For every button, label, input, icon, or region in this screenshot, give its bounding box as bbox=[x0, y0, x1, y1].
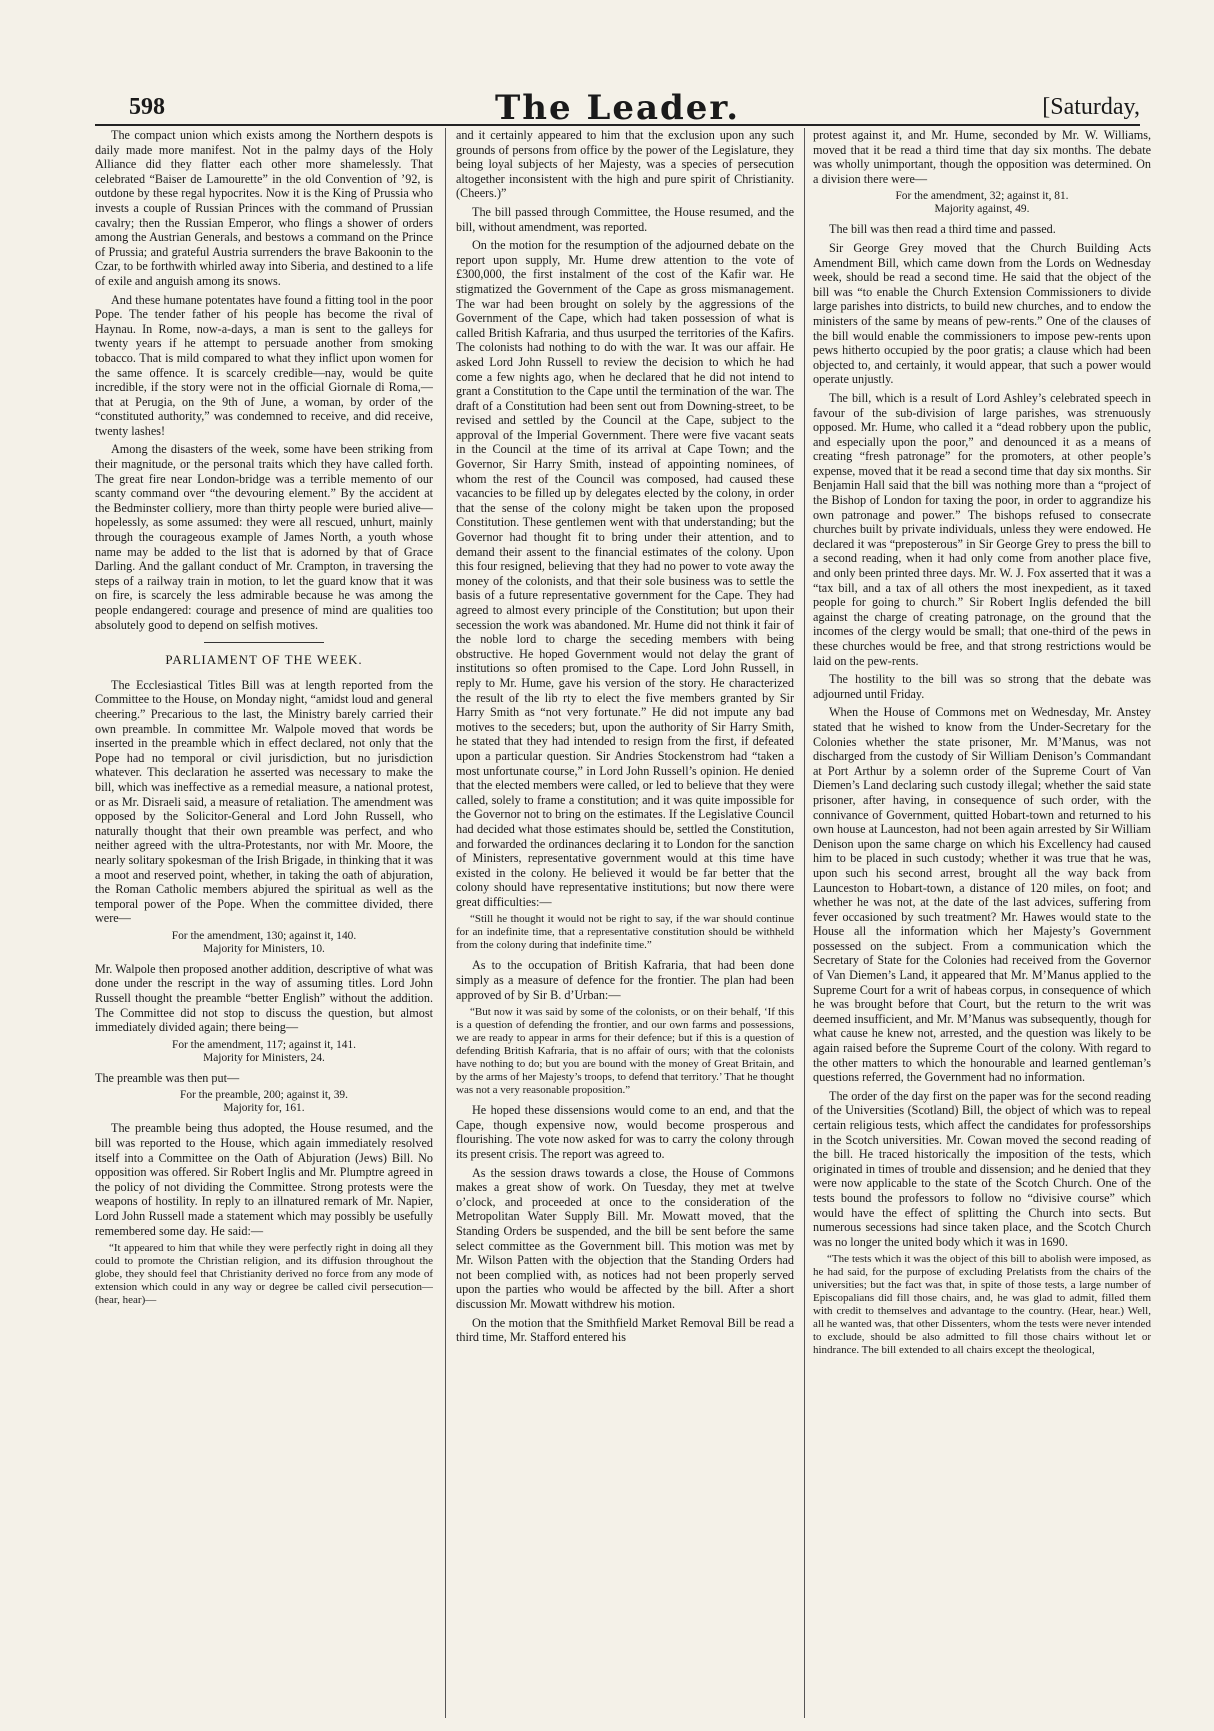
division-majority: Majority against, 49. bbox=[934, 203, 1030, 216]
quotation bbox=[813, 1253, 1151, 1357]
column-1 bbox=[95, 128, 433, 1718]
page-number: 598 bbox=[129, 94, 165, 120]
paragraph: The hostility to the bill was so strong that the debate was adjourned until Friday. bbox=[813, 672, 1151, 701]
quotation bbox=[95, 1242, 433, 1307]
paragraph: The bill passed through Committee, the House resumed, and the bill, without amendment, was reported. bbox=[456, 204, 794, 234]
paragraph: The bill, which is a result of Lord Ashley’s celebrated speech in favour of the sub-division of large parishes, was strenuously opposed. Mr. Hume, who called it a “dead robbery upon the public, and especially upon the poor,” and denounced it as a means of creating “fresh patronage” for the promoters, at other people’s expense, moved that it be read a second time that day six months. Sir Benjamin Hall said that the bill was nothing more than a “project of the Bishop of London for taxing the poor, in order to aggrandize his own patronage and power.” The bishops refused to consecrate churches built by private individuals, unless they were endowed. He declared it was “preposterous” in Sir George Grey to press the bill to a second reading, when it had only come from another place five, and only been printed three days. Mr. W. J. Fox asserted that it was a “tax bill, and a tax of all others the most inexpedient, as it taxed people for going to church.” Sir Robert Inglis defended the bill against the charge of creating patronage, on the ground that the incomes of the clergy would be small; that one-third of the pews in these churches would be free, and that strong restrictions would be laid on the pew-rents. bbox=[813, 390, 1151, 668]
section-heading-text: PARLIAMENT OF THE WEEK. bbox=[165, 652, 363, 668]
quotation-text: “The tests which it was the object of this bill to abolish were imposed, as he had said, for the purpose of excluding Prelatists from the chairs of the universities; but the fact was that, in spite of those tests, a large number of Episcopalians did fill those chairs, and, he was glad to admit, filled them with credit to themselves and advantage to the country. (Hear, hear.) Well, all he wanted was, that other Dissenters, whom the tests were never intended to exclude, should be also admitted to fill those chairs without let or hindrance. The bill extended to all chairs except the theological, bbox=[813, 1253, 1151, 1357]
paragraph: The compact union which exists among the Northern despots is daily made more manifest. Not in the palmy days of the Holy Alliance did they flatter each other more shamelessly. That celebrated “Baiser de Lamourette” in the old Convention of ’92, is outdone by these regal hypocrites. Now it is the King of Prussia who invests a couple of Russian Princes with the command of Prussian cavalry; then the Russian Emperor, who flings a shower of orders among the Austrian Generals, and bestows a command on the Prince of Prussia; and grateful Austria surrenders the brave Bakoonin to the Czar, to be forthwith whirled away into Siberia, and destined to a life of exile and anguish among its snows. bbox=[95, 128, 433, 288]
paragraph: He hoped these dissensions would come to an end, and that the Cape, though expensive now, would become prosperous and flourishing. The vote now asked for was to carry the colony through its present crisis. The report was agreed to. bbox=[456, 1103, 794, 1162]
paragraph: On the motion for the resumption of the adjourned debate on the report upon supply, Mr. Hume drew attention to the vote of £300,000, the first instalment of the cost of the Kafir war. He stigmatized the Government of the Cape as gross mismanagement. The war had been brought on solely by the aggressions of the Government of the Cape, which had taken possession of what is called British Kafraria, and thus usurped the territories of the Kafirs. The colonists had nothing to do with the war. It was our affair. He asked Lord John Russell to review the decision to which he had come a few nights ago, when he declared that he did not intend to grant a Constitution to the Cape until the termination of the war. The draft of a Constitution had been sent out from Downing-street, to be revised and settled by the Council at the Cape, subject to the approval of the Imperial Government. There were five vacant seats in the Council at the time of its arrival at Cape Town; and the Governor, Sir Harry Smith, instead of appointing nominees, of whom the rest of the Council was composed, had caused these vacancies to be filled up by delegates elected by the colony, in order that the sense of the colony might be taken upon the proposed Constitution. These gentlemen went with that understanding; but the Governor had thought fit to bring under their attention, and to demand their assent to the financial estimates of the colony. Upon this four resigned, believing that they had no power to vote away the money of the colonists, and that their sole business was to settle the basis of a future representative government for the Cape. They had agreed to almost every principle of the Constitution; but upon their secession the work was abandoned. Mr. Hume did not think it fair of the noble lord to charge the seceding members with being obstructive. He hoped Government would not delay the grant of institutions so often promised to the Cape. Lord John Russell, in reply to Mr. Hume, gave his version of the story. He characterized the result of the lib rty to elect the five members granted by Sir Harry Smith as “not very fortunate.” He did not impute any bad motives to the seceders; but, upon the authority of Sir Harry Smith, he stated that they had intended to resign from the first, if defeated upon a particular question. Sir Andries Stockenstrom had “taken a most unfortunate course,” in Lord John Russell’s opinion. He denied that the elected members were called, or led to believe that they were called, solely to frame a constitution; and it was quite impossible for the Governor not to bring on the estimates. If the Legislative Council had decided what those estimates should be, settled the Constitution, and forwarded the ordinances declaring it to London for the sanction of Ministers, representative government would at this time have existed in the colony. He believed it would be far better that the colony should have representative institutions; but now there were great difficulties:— bbox=[456, 238, 794, 909]
quotation-text: “Still he thought it would not be right to say, if the war should continue for an indefinite time, that a representative constitution should be withheld from the colony during that indefinite time.” bbox=[456, 913, 794, 952]
quotation bbox=[456, 1006, 794, 1097]
paragraph: Mr. Walpole then proposed another addition, descriptive of what was done under the rescript in the way of assuming titles. Lord John Russell thought the preamble “better English” without the addition. The Committee did not stop to discuss the question, but almost immediately divided again; there being— bbox=[95, 961, 433, 1035]
quotation-text: “It appeared to him that while they were perfectly right in doing all they could to promote the Christian religion, and its diffusion throughout the globe, they should feel that Christianity derived no force from any mode of extension which could in any way or degree be called civil persecution—(hear, hear)— bbox=[95, 1242, 433, 1307]
paragraph: Sir George Grey moved that the Church Building Acts Amendment Bill, which came down from the Lords on Wednesday week, should be read a second time. He said that the object of the bill was “to enable the Church Extension Commissioners to divide large parishes into districts, to build new churches, and to endow the ministers of the same by means of pew-rents.” One of the clauses of the bill would enable the commissioners to impose pew-rents upon pews hitherto occupied by the poor gratis; a clause which had been objected to, and certainly, it would appear, that such a power would operate unjustly. bbox=[813, 240, 1151, 387]
column-3 bbox=[813, 128, 1151, 1718]
paragraph: As to the occupation of British Kafraria, that had been done simply as a measure of defence for the frontier. The plan had been approved of by Sir B. d’Urban:— bbox=[456, 958, 794, 1002]
division-result bbox=[813, 190, 1151, 216]
division-majority: Majority for Ministers, 24. bbox=[203, 1051, 325, 1064]
paragraph: As the session draws towards a close, the House of Commons makes a great show of work. On Tuesday, they met at twelve o’clock, and proceeded at once to the consideration of the Metropolitan Water Supply Bill. Mr. Mowatt moved, that the Standing Orders be suspended, and the bill be sent before the same select committee as the Government bill. This motion was met by Mr. Wilson Patten with the objection that the Standing Orders had not been complied with, as notices had not been properly served upon the parties who would be affected by the bill. After a short discussion Mr. Mowatt withdrew his motion. bbox=[456, 1165, 794, 1311]
column-divider bbox=[804, 128, 805, 1718]
heading-rule bbox=[204, 642, 324, 643]
division-result bbox=[95, 1089, 433, 1115]
newspaper-title: The Leader. bbox=[494, 88, 741, 128]
division-line: For the amendment, 130; against it, 140. bbox=[171, 929, 357, 942]
masthead-rule bbox=[95, 124, 1140, 126]
paragraph: The Ecclesiastical Titles Bill was at length reported from the Committee to the House, on Monday night, “amidst loud and general cheering.” Precarious to the last, the Ministry barely carried their own preamble. In committee Mr. Walpole moved that words be inserted in the preamble which in effect declared, not only that the Pope had no temporal or civil jurisdiction, but no jurisdiction whatever. This declaration he asserted was necessary to make the bill, which was ineffective as a remedial measure, a national protest, or as Mr. Disraeli said, a measure of retaliation. The amendment was opposed by the Solicitor-General and Lord John Russell, who naturally thought that their own preamble was perfect, and who neither agreed with the ultra-Protestants, nor with Mr. Moore, the nearly solitary spokesman of the Irish Brigade, in thinking that it was a moot and reserved point, whether, in taking the oath of abjuration, the Roman Catholic members abjured the spiritual as well as the temporal power of the Pope. When the committee divided, there were— bbox=[95, 677, 433, 926]
division-majority: Majority for, 161. bbox=[223, 1102, 305, 1115]
quotation-text: “But now it was said by some of the colonists, or on their behalf, ‘If this is a question of defending the frontier, and our own farms and possessions, we are ready to appear in arms for their defence; but if this is a question of defending British Kafraria, that is no affair of ours; with that the colonists have nothing to do; but you are bound with the money of Great Britain, and by the arms of her Majesty’s troops, to defend that territory.’ That he thought was not a very reasonable proposition.” bbox=[456, 1006, 794, 1097]
issue-day: [Saturday, bbox=[1042, 94, 1140, 120]
masthead bbox=[95, 88, 1140, 128]
section-heading bbox=[95, 642, 433, 668]
paragraph: Among the disasters of the week, some have been striking from their magnitude, or the personal traits which they have called forth. The great fire near London-bridge was a terrible memento of our scanty command over “the devouring element.” By the accident at the Bedminster colliery, more than thirty people were buried alive—hopelessly, as some assumed: they were all rescued, unhurt, mainly through the courageous example of James North, a youth whose name may be added to the list that is adorned by that of Grace Darling. And the gallant conduct of Mr. Crampton, in traversing the steps of a railway train in motion, to let the guard know that it was on fire, is scarcely the less admirable because he was among the people endangered: courage and presence of mind are qualities too absolutely good to depend on selfish motives. bbox=[95, 442, 433, 632]
paragraph: The preamble was then put— bbox=[95, 1070, 240, 1085]
paragraph: and it certainly appeared to him that the exclusion upon any such grounds of persons from office by the power of the Legislature, they being loyal subjects of her Majesty, was a species of persecution altogether inconsistent with the high and pure spirit of Christianity. (Cheers.)” bbox=[456, 128, 794, 201]
division-line: For the amendment, 117; against it, 141. bbox=[171, 1038, 356, 1051]
paragraph: And these humane potentates have found a fitting tool in the poor Pope. The tender father of his people has become the rival of Haynau. In Rome, now-a-days, a man is sent to the galleys for twenty years if he attempt to persuade another from smoking tobacco. That is mild compared to what they inflict upon women for the same offence. It is scarcely credible—nay, would be quite incredible, if the story were not in the official Giornale di Roma,—that at Perugia, on the 9th of June, a woman, by order of the “constituted authority,” was condemned to receive, and did receive, twenty lashes! bbox=[95, 292, 433, 438]
division-line: For the preamble, 200; against it, 39. bbox=[180, 1089, 348, 1102]
quotation bbox=[456, 913, 794, 952]
paragraph: When the House of Commons met on Wednesday, Mr. Anstey stated that he wished to know from the Under-Secretary for the Colonies whether the state prisoner, Mr. M’Manus, was not discharged from the custody of Sir William Denison’s Commandant at Port Arthur by a solemn order of the Supreme Court of Van Diemen’s Land declaring such custody illegal; whether the said state prisoner, after having, in consequence of such order, with the connivance of Government, quitted Hobart-town and returned to his own house at Launceston, had not been again arrested by Sir William Denison upon the same charge on which his Excellency had caused him to be placed in such custody; whether it was true that he was, upon such his second arrest, brought all the way back from Launceston to Hobart-town, a distance of 120 miles, on foot; and whether he was not, at the date of the last advices, suffering from fever occasioned by such treatment? Mr. Hawes would state to the House all the information which her Majesty’s Government possessed on the subject. From a communication which the Secretary of State for the Colonies had received from the Governor of Van Diemen’s Land, it appeared that Mr. M’Manus applied to the Supreme Court for a writ of habeas corpus, in consequence of which he was brought before that Court, but the return to the writ was deemed insufficient, and Mr. M’Manus was subsequently, though for what cause he knew not, arrested, and the question was likely to be again raised before the Supreme Court of the colony. With regard to the other matters to which the honourable and learned gentleman’s questions referred, the Government had no information. bbox=[813, 705, 1151, 1085]
paragraph: The preamble being thus adopted, the House resumed, and the bill was reported to the House, which again immediately resolved itself into a Committee on the Oath of Abjuration (Jews) Bill. No opposition was offered. Sir Robert Inglis and Mr. Plumptre agreed in the policy of not dividing the Committee. Strong protests were the weapons of hostility. In reply to an illnatured remark of Mr. Napier, Lord John Russell made a statement which may possibly be usefully remembered some day. He said:— bbox=[95, 1121, 433, 1238]
division-line: For the amendment, 32; against it, 81. bbox=[895, 190, 1069, 203]
paragraph: protest against it, and Mr. Hume, seconded by Mr. W. Williams, moved that it be read a third time that day six months. The debate was wholly unimportant, though the opposition was determined. On a division there were— bbox=[813, 128, 1151, 186]
column-2 bbox=[456, 128, 794, 1718]
division-majority: Majority for Ministers, 10. bbox=[203, 942, 325, 955]
paragraph: The order of the day first on the paper was for the second reading of the Universities (Scotland) Bill, the object of which was to repeal certain religious tests, which affect the candidates for professorships in the Scotch universities. Mr. Cowan moved the second reading of the bill. He traced historically the imposition of the tests, which originated in times of trouble and dissension; and he denied that they were now applicable to the state of the Scotch Church. One of the tests bound the professors to follow no “divisive course” which would have the effect of splitting the Church into sects. But numerous secessions had since taken place, and the Scotch Church was no longer the united body which it was in 1690. bbox=[813, 1088, 1151, 1249]
division-result bbox=[95, 1039, 433, 1065]
column-divider bbox=[445, 128, 446, 1718]
division-result bbox=[95, 930, 433, 956]
paragraph: The bill was then read a third time and passed. bbox=[829, 222, 1056, 237]
paragraph: On the motion that the Smithfield Market Removal Bill be read a third time, Mr. Stafford entered his bbox=[456, 1315, 794, 1345]
